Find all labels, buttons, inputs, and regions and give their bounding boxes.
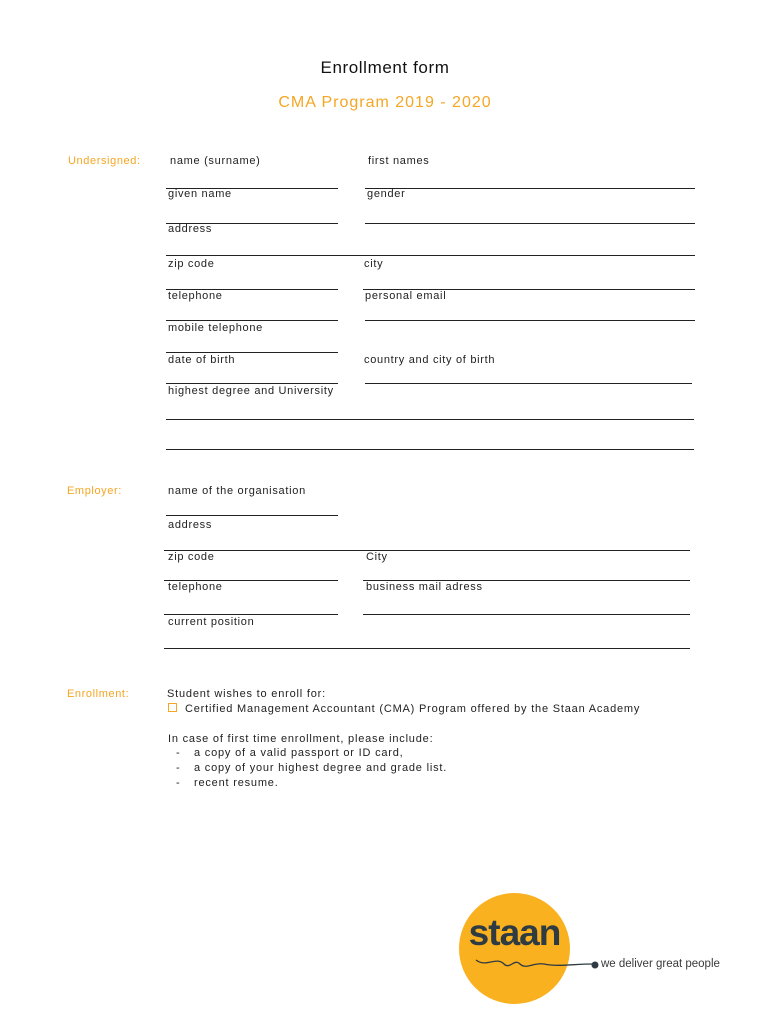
field-employer-telephone: telephone xyxy=(168,581,223,593)
input-line-business-mail[interactable] xyxy=(363,614,690,615)
field-first-names: first names xyxy=(368,155,430,167)
employer-label: Employer: xyxy=(67,485,122,497)
form-title: Enrollment form xyxy=(320,58,450,77)
program-option[interactable] xyxy=(168,703,640,715)
field-employer-city: City xyxy=(366,551,388,563)
field-telephone: telephone xyxy=(168,290,223,302)
input-line-mobile[interactable] xyxy=(166,352,338,353)
field-highest-degree: highest degree and University xyxy=(168,385,334,397)
logo-swirl-icon xyxy=(474,954,594,974)
undersigned-label: Undersigned: xyxy=(68,155,141,167)
program-subtitle: CMA Program 2019 - 2020 xyxy=(278,94,492,111)
input-line-personal-email[interactable] xyxy=(365,320,695,321)
field-gender: gender xyxy=(367,188,406,200)
field-mobile-telephone: mobile telephone xyxy=(168,322,263,334)
field-zip-code: zip code xyxy=(168,258,215,270)
requirement-item: a copy of a valid passport or ID card, xyxy=(194,747,404,759)
field-employer-address: address xyxy=(168,519,213,531)
input-line-employer-address[interactable] xyxy=(164,550,690,551)
enroll-intro: Student wishes to enroll for: xyxy=(167,688,326,700)
field-personal-email: personal email xyxy=(365,290,447,302)
enrollment-label: Enrollment: xyxy=(67,688,130,700)
program-option-label: Certified Management Accountant (CMA) Program offered by the Staan Academy xyxy=(185,703,641,715)
field-city: city xyxy=(364,258,384,270)
field-organisation-name: name of the organisation xyxy=(168,485,306,497)
input-line-gender[interactable] xyxy=(365,223,695,224)
field-given-name: given name xyxy=(168,188,232,200)
logo-tagline: we deliver great people xyxy=(601,958,720,970)
field-business-mail: business mail adress xyxy=(366,581,483,593)
program-checkbox[interactable] xyxy=(168,703,177,712)
staan-logo-text: staan xyxy=(468,912,561,953)
requirement-item: recent resume. xyxy=(194,777,279,789)
field-country-city-birth: country and city of birth xyxy=(364,354,496,366)
field-current-position: current position xyxy=(168,616,255,628)
input-line-organisation[interactable] xyxy=(166,515,338,516)
field-surname: name (surname) xyxy=(170,155,261,167)
input-line-first-names[interactable] xyxy=(365,188,695,189)
tagline-dot-icon xyxy=(591,961,599,969)
bullet-dash: - xyxy=(176,777,181,789)
input-line-date-of-birth[interactable] xyxy=(166,383,338,384)
instructions-intro: In case of first time enrollment, please include: xyxy=(168,733,434,745)
input-line-current-position[interactable] xyxy=(164,648,690,649)
input-line-country-city-birth[interactable] xyxy=(365,383,692,384)
input-line-degree-2[interactable] xyxy=(166,449,694,450)
bullet-dash: - xyxy=(176,762,181,774)
field-date-of-birth: date of birth xyxy=(168,354,236,366)
input-line-degree-1[interactable] xyxy=(166,419,694,420)
field-address: address xyxy=(168,223,213,235)
input-line-telephone[interactable] xyxy=(166,320,338,321)
input-line-address[interactable] xyxy=(166,255,695,256)
requirement-item: a copy of your highest degree and grade list. xyxy=(194,762,448,774)
input-line-employer-telephone[interactable] xyxy=(164,614,338,615)
bullet-dash: - xyxy=(176,747,181,759)
field-employer-zip: zip code xyxy=(168,551,215,563)
